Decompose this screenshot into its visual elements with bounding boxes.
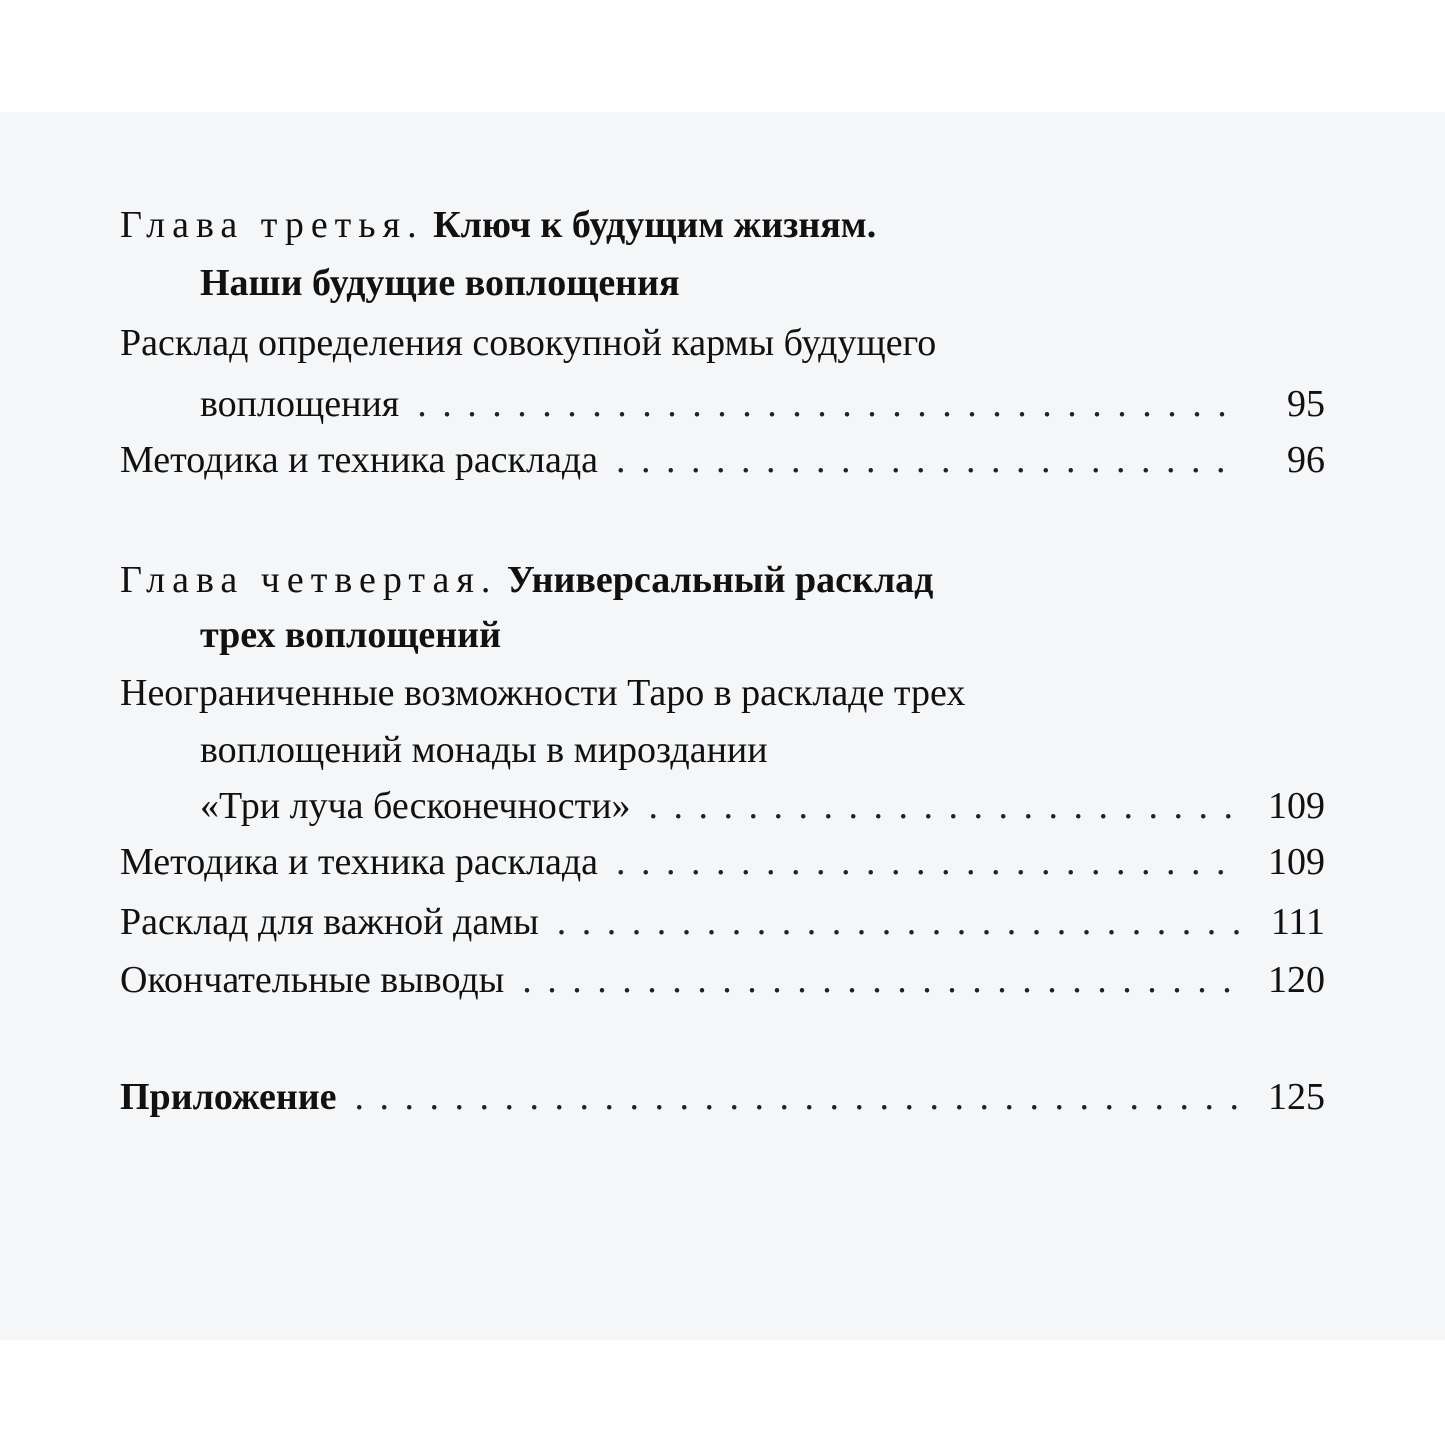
dot-leader	[616, 836, 1243, 888]
chapter-title: Универсальный расклад	[506, 559, 934, 601]
chapter-title: Ключ к будущим жизням.	[433, 204, 877, 246]
toc-entry	[120, 836, 1325, 888]
toc-entry-text: «Три луча бесконечности»	[200, 785, 631, 827]
toc-entry	[120, 954, 1325, 1006]
toc-entry	[200, 378, 1325, 430]
toc-entry-text: Методика и техника расклада	[120, 841, 599, 883]
page-number: 109	[1268, 841, 1325, 883]
page-number: 95	[1287, 383, 1325, 425]
page-number: 125	[1268, 1076, 1325, 1118]
dot-leader	[616, 434, 1243, 486]
chapter-label: Глава третья.	[120, 204, 424, 246]
dot-leader	[522, 954, 1243, 1006]
toc-entry	[120, 434, 1325, 486]
chapter4-heading	[120, 554, 1325, 606]
dot-leader	[557, 896, 1243, 948]
toc-entry-text: Расклад для важной дамы	[120, 901, 539, 943]
page-number: 96	[1287, 439, 1325, 481]
chapter3-heading	[120, 199, 1325, 251]
toc-entry-text: Приложение	[120, 1076, 337, 1118]
toc-entry-text: воплощения	[200, 383, 400, 425]
toc-entry-text: Неограниченные возможности Таро в раскладе трех	[120, 672, 966, 714]
page-number: 111	[1270, 901, 1325, 943]
dot-leader	[417, 378, 1243, 430]
chapter3-title-cont: Наши будущие воплощения	[200, 262, 680, 304]
toc-entry	[120, 896, 1325, 948]
chapter-label: Глава четвертая.	[120, 559, 498, 601]
toc-entry-text: Окончательные выводы	[120, 959, 505, 1001]
toc-entry-appendix	[120, 1071, 1325, 1123]
page-number: 109	[1268, 785, 1325, 827]
dot-leader	[649, 780, 1243, 832]
dot-leader	[355, 1071, 1243, 1123]
toc-entry-text: Расклад определения совокупной кармы будущего	[120, 322, 937, 364]
toc-entry	[200, 780, 1325, 832]
toc-entry-text: Методика и техника расклада	[120, 439, 599, 481]
page-number: 120	[1268, 959, 1325, 1001]
chapter4-title-cont: трех воплощений	[200, 614, 501, 656]
toc-entry-text: воплощений монады в мироздании	[200, 729, 768, 771]
